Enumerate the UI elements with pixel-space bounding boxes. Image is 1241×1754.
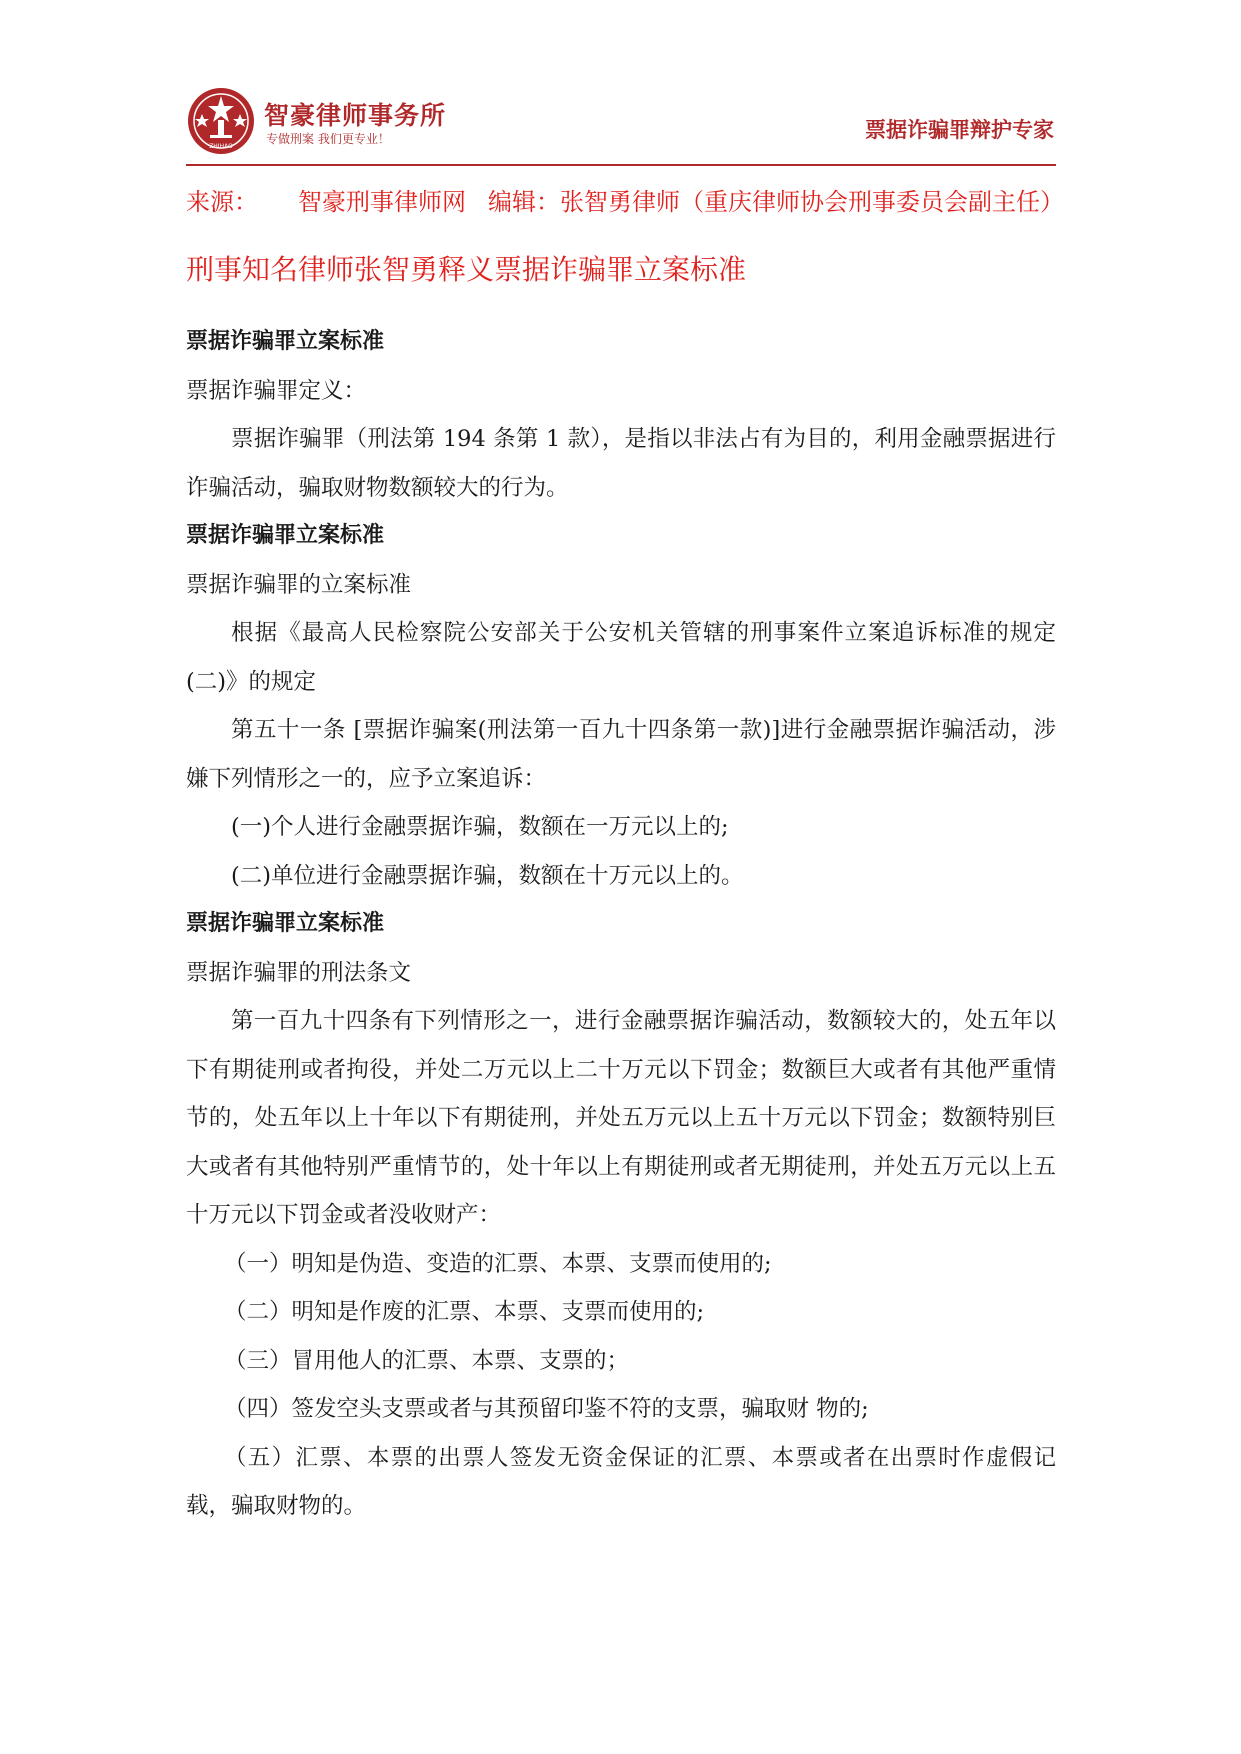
document-title: 刑事知名律师张智勇释义票据诈骗罪立案标准 — [186, 253, 747, 286]
article-51-paragraph: 第五十一条 [票据诈骗案(刑法第一百九十四条第一款)]进行金融票据诈骗活动，涉嫌下列情形之一的，应予立案追诉： — [186, 717, 1056, 792]
firm-logo-icon — [186, 86, 256, 156]
firm-name: 智豪律师事务所 — [264, 101, 447, 130]
definition-label: 票据诈骗罪定义： — [186, 377, 367, 404]
definition-paragraph: 票据诈骗罪（刑法第 194 条第 1 款），是指以非法占有为目的，利用金融票据进行诈骗活动，骗取财物数额较大的行为。 — [186, 426, 1056, 501]
article-194-item: （三）冒用他人的汇票、本票、支票的； — [224, 1347, 630, 1374]
header-tagline: 票据诈骗罪辩护专家 — [865, 118, 1054, 142]
article-194-paragraph: 第一百九十四条有下列情形之一，进行金融票据诈骗活动，数额较大的，处五年以下有期徒刑或者拘役，并处二万元以上二十万元以下罚金；数额巨大或者有其他严重情节的，处五年以上十年以下有期徒刑，并处五万元以上五十万元以下罚金；数额特别巨大或者有其他特别严重情节的，处十年以上有期徒刑或者无期徒刑，并处五万元以上五十万元以下罚金或者没收财产： — [186, 1008, 1056, 1228]
article-51-item: (二)单位进行金融票据诈骗，数额在十万元以上的。 — [231, 862, 744, 889]
article-194-item: （二）明知是作废的汇票、本票、支票而使用的; — [224, 1299, 705, 1325]
source-line — [186, 182, 1064, 217]
standard-basis-paragraph: 根据《最高人民检察院公安部关于公安机关管辖的刑事案件立案追诉标准的规定(二)》的规定 — [186, 620, 1056, 695]
source-site: 智豪刑事律师网 — [298, 188, 466, 216]
article-194-item: （四）签发空头支票或者与其预留印鉴不符的支票，骗取财 物的; — [224, 1396, 869, 1422]
source-label: 来源： — [186, 188, 258, 216]
svg-text:ZHIHAO: ZHIHAO — [209, 143, 233, 150]
firm-slogan: 专做刑案 我们更专业！ — [266, 132, 390, 146]
header-divider — [186, 164, 1056, 166]
page-header — [186, 78, 1056, 158]
section-heading: 票据诈骗罪立案标准 — [186, 523, 385, 548]
law-label: 票据诈骗罪的刑法条文 — [186, 959, 412, 986]
standard-label: 票据诈骗罪的立案标准 — [186, 571, 412, 598]
document-body — [186, 318, 1056, 1531]
article-194-item: （一）明知是伪造、变造的汇票、本票、支票而使用的; — [224, 1250, 772, 1277]
section-heading: 票据诈骗罪立案标准 — [186, 911, 385, 936]
source-editor: 编辑：张智勇律师（重庆律师协会刑事委员会副主任） — [488, 188, 1064, 216]
section-heading: 票据诈骗罪立案标准 — [186, 329, 385, 354]
article-51-item: (一)个人进行金融票据诈骗，数额在一万元以上的; — [231, 814, 729, 840]
article-194-item: （五）汇票、本票的出票人签发无资金保证的汇票、本票或者在出票时作虚假记载，骗取财物的。 — [186, 1444, 1056, 1519]
